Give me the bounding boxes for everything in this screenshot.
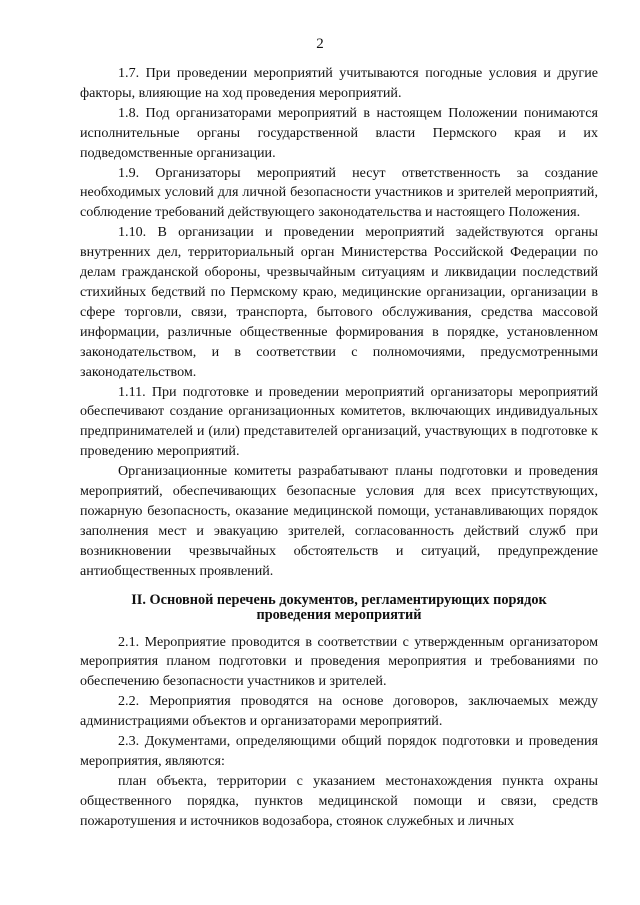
paragraph-org-committees: Организационные комитеты разрабатывают планы подготовки и проведения мероприятий, обеспечивающих безопасные условия для всех присутствующих, пожарную безопасность, оказание медицинской помощи, устанавливающих порядок заполнения мест и эвакуацию зрителей, согласованность действий служб при возникновении чрезвычайных обстоятельств и ситуаций, предупреждение антиобщественных проявлений.: [80, 463, 598, 579]
section-heading-line-1: II. Основной перечень документов, регламентирующих порядок: [131, 591, 547, 608]
paragraph-2-1: 2.1. Мероприятие проводится в соответствии с утвержденным организатором мероприятия планом подготовки и проведения мероприятия и требованиями по обеспечению безопасности участников и зрителей.: [80, 633, 598, 690]
section-heading: [80, 593, 598, 623]
document-body: [80, 64, 598, 832]
paragraph-2-2: 2.2. Мероприятия проводятся на основе договоров, заключаемых между администрациями объектов и организаторами мероприятий.: [80, 693, 598, 730]
page-number: 2: [316, 36, 324, 52]
paragraph-1-9: 1.9. Организаторы мероприятий несут ответственность за создание необходимых условий для личной безопасности участников и зрителей мероприятий, соблюдение требований действующего законодательства и настоящего Положения.: [80, 164, 598, 221]
section-heading-line-2: проведения мероприятий: [256, 606, 422, 623]
paragraph-1-11: 1.11. При подготовке и проведении мероприятий организаторы мероприятий обеспечивают создание организационных комитетов, включающих индивидуальных предпринимателей и (или) представителей организаций, участвующих в подготовке к проведению мероприятий.: [80, 383, 598, 460]
paragraph-2-3: 2.3. Документами, определяющими общий порядок подготовки и проведения мероприятия, являются:: [80, 733, 598, 769]
paragraph-1-8: 1.8. Под организаторами мероприятий в настоящем Положении понимаются исполнительные органы государственной власти Пермского края и их подведомственные организации.: [80, 104, 598, 161]
paragraph-object-plan: план объекта, территории с указанием местонахождения пункта охраны общественного порядка, пунктов медицинской помощи и связи, средств пожаротушения и источников водозабора, стоянок служебных и личных: [80, 772, 598, 829]
paragraph-1-7: 1.7. При проведении мероприятий учитываются погодные условия и другие факторы, влияющие на ход проведения мероприятий.: [80, 65, 598, 101]
paragraph-1-10: 1.10. В организации и проведении мероприятий задействуются органы внутренних дел, территориальный орган Министерства Российской Федерации по делам гражданской обороны, чрезвычайным ситуациям и ликвидации последствий стихийных бедствий по Пермскому краю, медицинские организации, организации в сфере торговли, связи, транспорта, бытового обслуживания, средства массовой информации, различные общественные формирования в порядке, установленном законодательством, и в соответствии с полномочиями, предусмотренными законодательством.: [80, 224, 598, 380]
